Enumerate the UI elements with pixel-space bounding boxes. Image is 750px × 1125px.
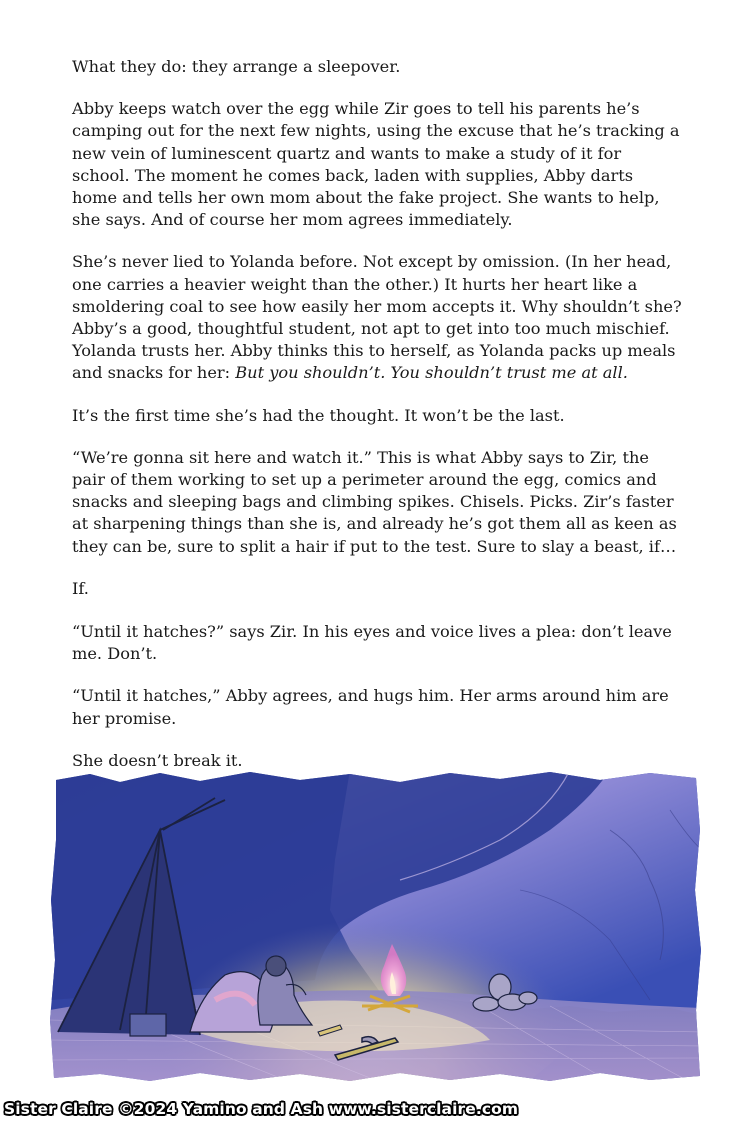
supply-box [130, 1014, 166, 1036]
story-paragraph: If. [72, 578, 89, 598]
story-text [72, 56, 682, 792]
story-paragraph: It’s the first time she’s had the thought. It won’t be the last. [72, 405, 565, 425]
story-paragraph [72, 251, 682, 384]
story-paragraph: “We’re gonna sit here and watch it.” This is what Abby says to Zir, the pair of them working to set up a perimeter around the egg, comics and snacks and sleeping bags and climbing spikes. Chisels. Picks. Zir’s faster at sharpening things than she is, and already he’s got them all as keen as they can be, sure to split a hair if put to the test. Sure to slay a beast, if… [72, 447, 677, 556]
story-paragraph: “Until it hatches?” says Zir. In his eyes and voice lives a plea: don’t leave me. Don’t. [72, 622, 672, 664]
story-paragraph: What they do: they arrange a sleepover. [72, 57, 401, 76]
story-text-span: She’s never lied to Yolanda before. Not except by omission. (In her head, one carries a heavier weight than the other.) It hurts her heart like a smoldering coal to see how easily her mom accepts it. Why shouldn’t she? Abby’s a good, thoughtful student, not apt to get into too much mischief. Yolanda trusts her. Abby thinks this to herself, as Yolanda packs up meals and snacks for her: [72, 252, 682, 383]
footer-credit: Sister Claire ©2024 Yamino and Ash www.sisterclaire.com [4, 1100, 519, 1118]
story-italic-thought: But you shouldn’t. You shouldn’t trust me at all. [235, 363, 628, 383]
story-paragraph: “Until it hatches,” Abby agrees, and hugs him. Her arms around him are her promise. [72, 686, 669, 728]
campfire-cave-illustration [50, 770, 702, 1082]
story-paragraph: Abby keeps watch over the egg while Zir goes to tell his parents he’s camping out for the next few nights, using the excuse that he’s tracking a new vein of luminescent quartz and wants to make a study of it for school. The moment he comes back, laden with supplies, Abby darts home and tells her own mom about the fake project. She wants to help, she says. And of course her mom agrees immediately. [72, 99, 680, 230]
story-paragraph: She doesn’t break it. [72, 750, 243, 770]
